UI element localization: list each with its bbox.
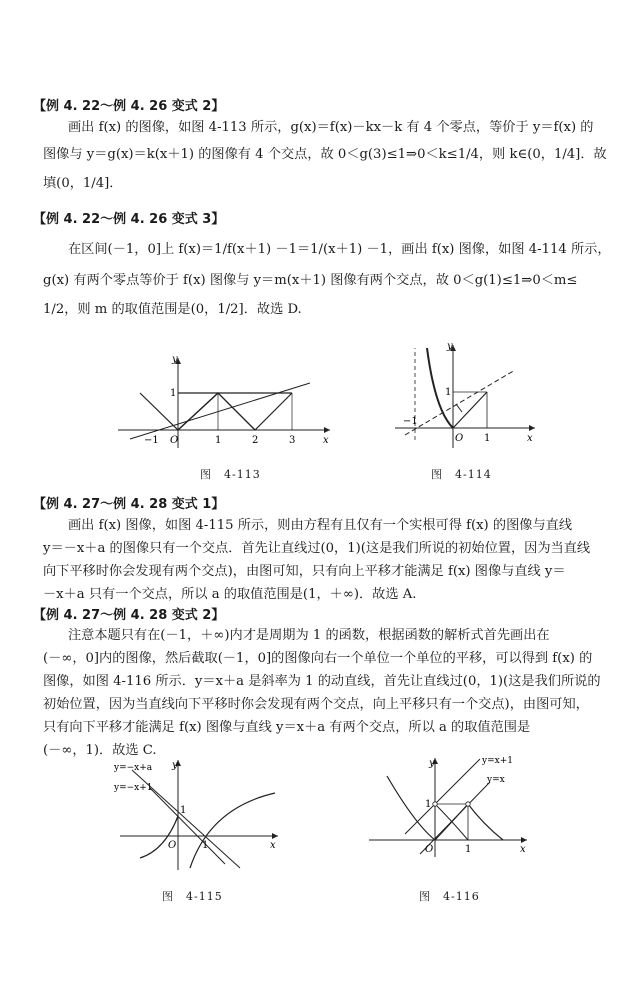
origin-label: O	[425, 844, 434, 855]
text-line: －x＋a 只有一个交点，所以 a 的取值范围是(1，＋∞)．故选 A.	[43, 587, 417, 602]
text-line: 画出 f(x) 的图像，如图 4-113 所示，g(x)＝f(x)－kx－k 有 4 个零点，等价于 y＝f(x) 的	[68, 120, 594, 135]
arrow-mark	[456, 404, 462, 412]
tick-label: 2	[252, 435, 259, 446]
section-heading: 【例 4. 27～例 4. 28 变式 2】	[33, 608, 225, 623]
text-line: 在区间(－1，0]上 f(x)＝1/f(x＋1) －1＝1/(x＋1) －1，画出 f(x) 图像，如图 4-114 所示，	[68, 242, 611, 257]
line-x-plus-1	[405, 759, 480, 834]
tick-label: 1	[425, 799, 432, 810]
line-label: y=x	[487, 775, 505, 785]
tick-label: 1	[484, 433, 491, 444]
y-label: y	[447, 341, 453, 352]
text-line: (－∞，0]内的图像，然后截取(－1，0]的图像向右一个单位一个单位的平移，可以得到 f(x) 的	[43, 651, 593, 666]
y-label: y	[429, 758, 435, 769]
diag-segment	[218, 393, 255, 430]
f-graph	[140, 393, 292, 430]
line-y-kx1	[130, 383, 310, 439]
tick-label: 1	[465, 844, 472, 855]
open-point	[433, 802, 437, 806]
origin-label: O	[168, 840, 177, 851]
line-m	[405, 370, 515, 435]
y-label: y	[172, 760, 178, 771]
f-curve	[387, 776, 503, 840]
line-label: y=−x+1	[114, 783, 153, 793]
line-label: y=−x+a	[114, 763, 153, 773]
x-axis-arrow	[521, 837, 527, 843]
text-line: 初始位置，因为当直线向下平移时你会发现有两个交点，向上平移只有一个交点)，由图可知，	[43, 697, 589, 712]
text-line: y＝－x＋a 的图像只有一个交点．首先让直线过(0，1)(这是我们所说的初始位置，因为当直线	[43, 541, 591, 556]
line-label: y=x+1	[482, 756, 513, 766]
figure-4-114	[390, 340, 540, 450]
tick-label: 1	[170, 388, 177, 399]
figure-caption: 图 4-116	[419, 890, 480, 903]
x-label: x	[527, 433, 533, 444]
text-line: 图像与 y＝g(x)＝k(x＋1) 的图像有 4 个交点，故 0＜g(3)≤1⇒0＜k≤1/4，则 k∈(0，1/4]．故	[43, 147, 607, 162]
x-axis-arrow	[529, 425, 535, 431]
figure-caption: 图 4-114	[431, 468, 492, 481]
text-line: (－∞，1)．故选 C.	[43, 743, 157, 758]
text-line: 图像，如图 4-116 所示．y＝x＋a 是斜率为 1 的动直线，首先让直线过(0，1)(这是我们所说的	[43, 674, 601, 689]
text-line: 填(0，1/4]．	[43, 176, 123, 191]
origin-label: O	[455, 433, 464, 444]
figure-4-115	[110, 758, 290, 873]
text-line: g(x) 有两个零点等价于 f(x) 图像与 y＝m(x＋1) 图像有两个交点，故 0＜g(1)≤1⇒0＜m≤	[43, 273, 578, 288]
text-line: 只有向下平移才能满足 f(x) 图像与直线 y＝x＋a 有两个交点，所以 a 的取值范围是	[43, 720, 531, 735]
tick-label: 1	[180, 805, 187, 816]
origin-label: O	[170, 435, 179, 446]
x-label: x	[520, 844, 526, 855]
section-heading: 【例 4. 22～例 4. 26 变式 3】	[33, 212, 225, 227]
text-line: 1/2，则 m 的取值范围是(0，1/2]．故选 D.	[43, 302, 302, 317]
tick-label: 1	[202, 840, 209, 851]
y-label: y	[172, 354, 178, 365]
section-heading: 【例 4. 27～例 4. 28 变式 1】	[33, 497, 225, 512]
tick-label: −1	[144, 435, 159, 446]
f-left-curve	[140, 816, 178, 858]
figure-caption: 图 4-115	[162, 890, 223, 903]
f-right-curve	[190, 793, 275, 868]
figure-4-113	[100, 350, 340, 450]
open-point	[466, 802, 470, 806]
figure-caption: 图 4-113	[200, 468, 261, 481]
tick-label: 1	[215, 435, 222, 446]
tick-label: −1	[403, 416, 418, 427]
x-axis-arrow	[324, 427, 330, 433]
x-label: x	[270, 840, 276, 851]
diag-segment	[178, 393, 218, 430]
x-label: x	[323, 435, 329, 446]
section-heading: 【例 4. 22～例 4. 26 变式 2】	[33, 99, 225, 114]
x-axis-arrow	[272, 833, 278, 839]
text-line: 画出 f(x) 图像，如图 4-115 所示，则由方程有且仅有一个实根可得 f(x) 的图像与直线	[68, 518, 573, 533]
text-line: 注意本题只有在(－1，＋∞)内才是周期为 1 的函数，根据函数的解析式首先画出在	[68, 628, 550, 643]
tick-label: 3	[289, 435, 296, 446]
f-line	[453, 392, 487, 428]
text-line: 向下平移时你会发现有两个交点)，由图可知，只有向上平移才能满足 f(x) 图像与直线 y＝	[43, 564, 566, 579]
tick-label: 1	[445, 387, 452, 398]
figure-4-116	[365, 754, 535, 859]
